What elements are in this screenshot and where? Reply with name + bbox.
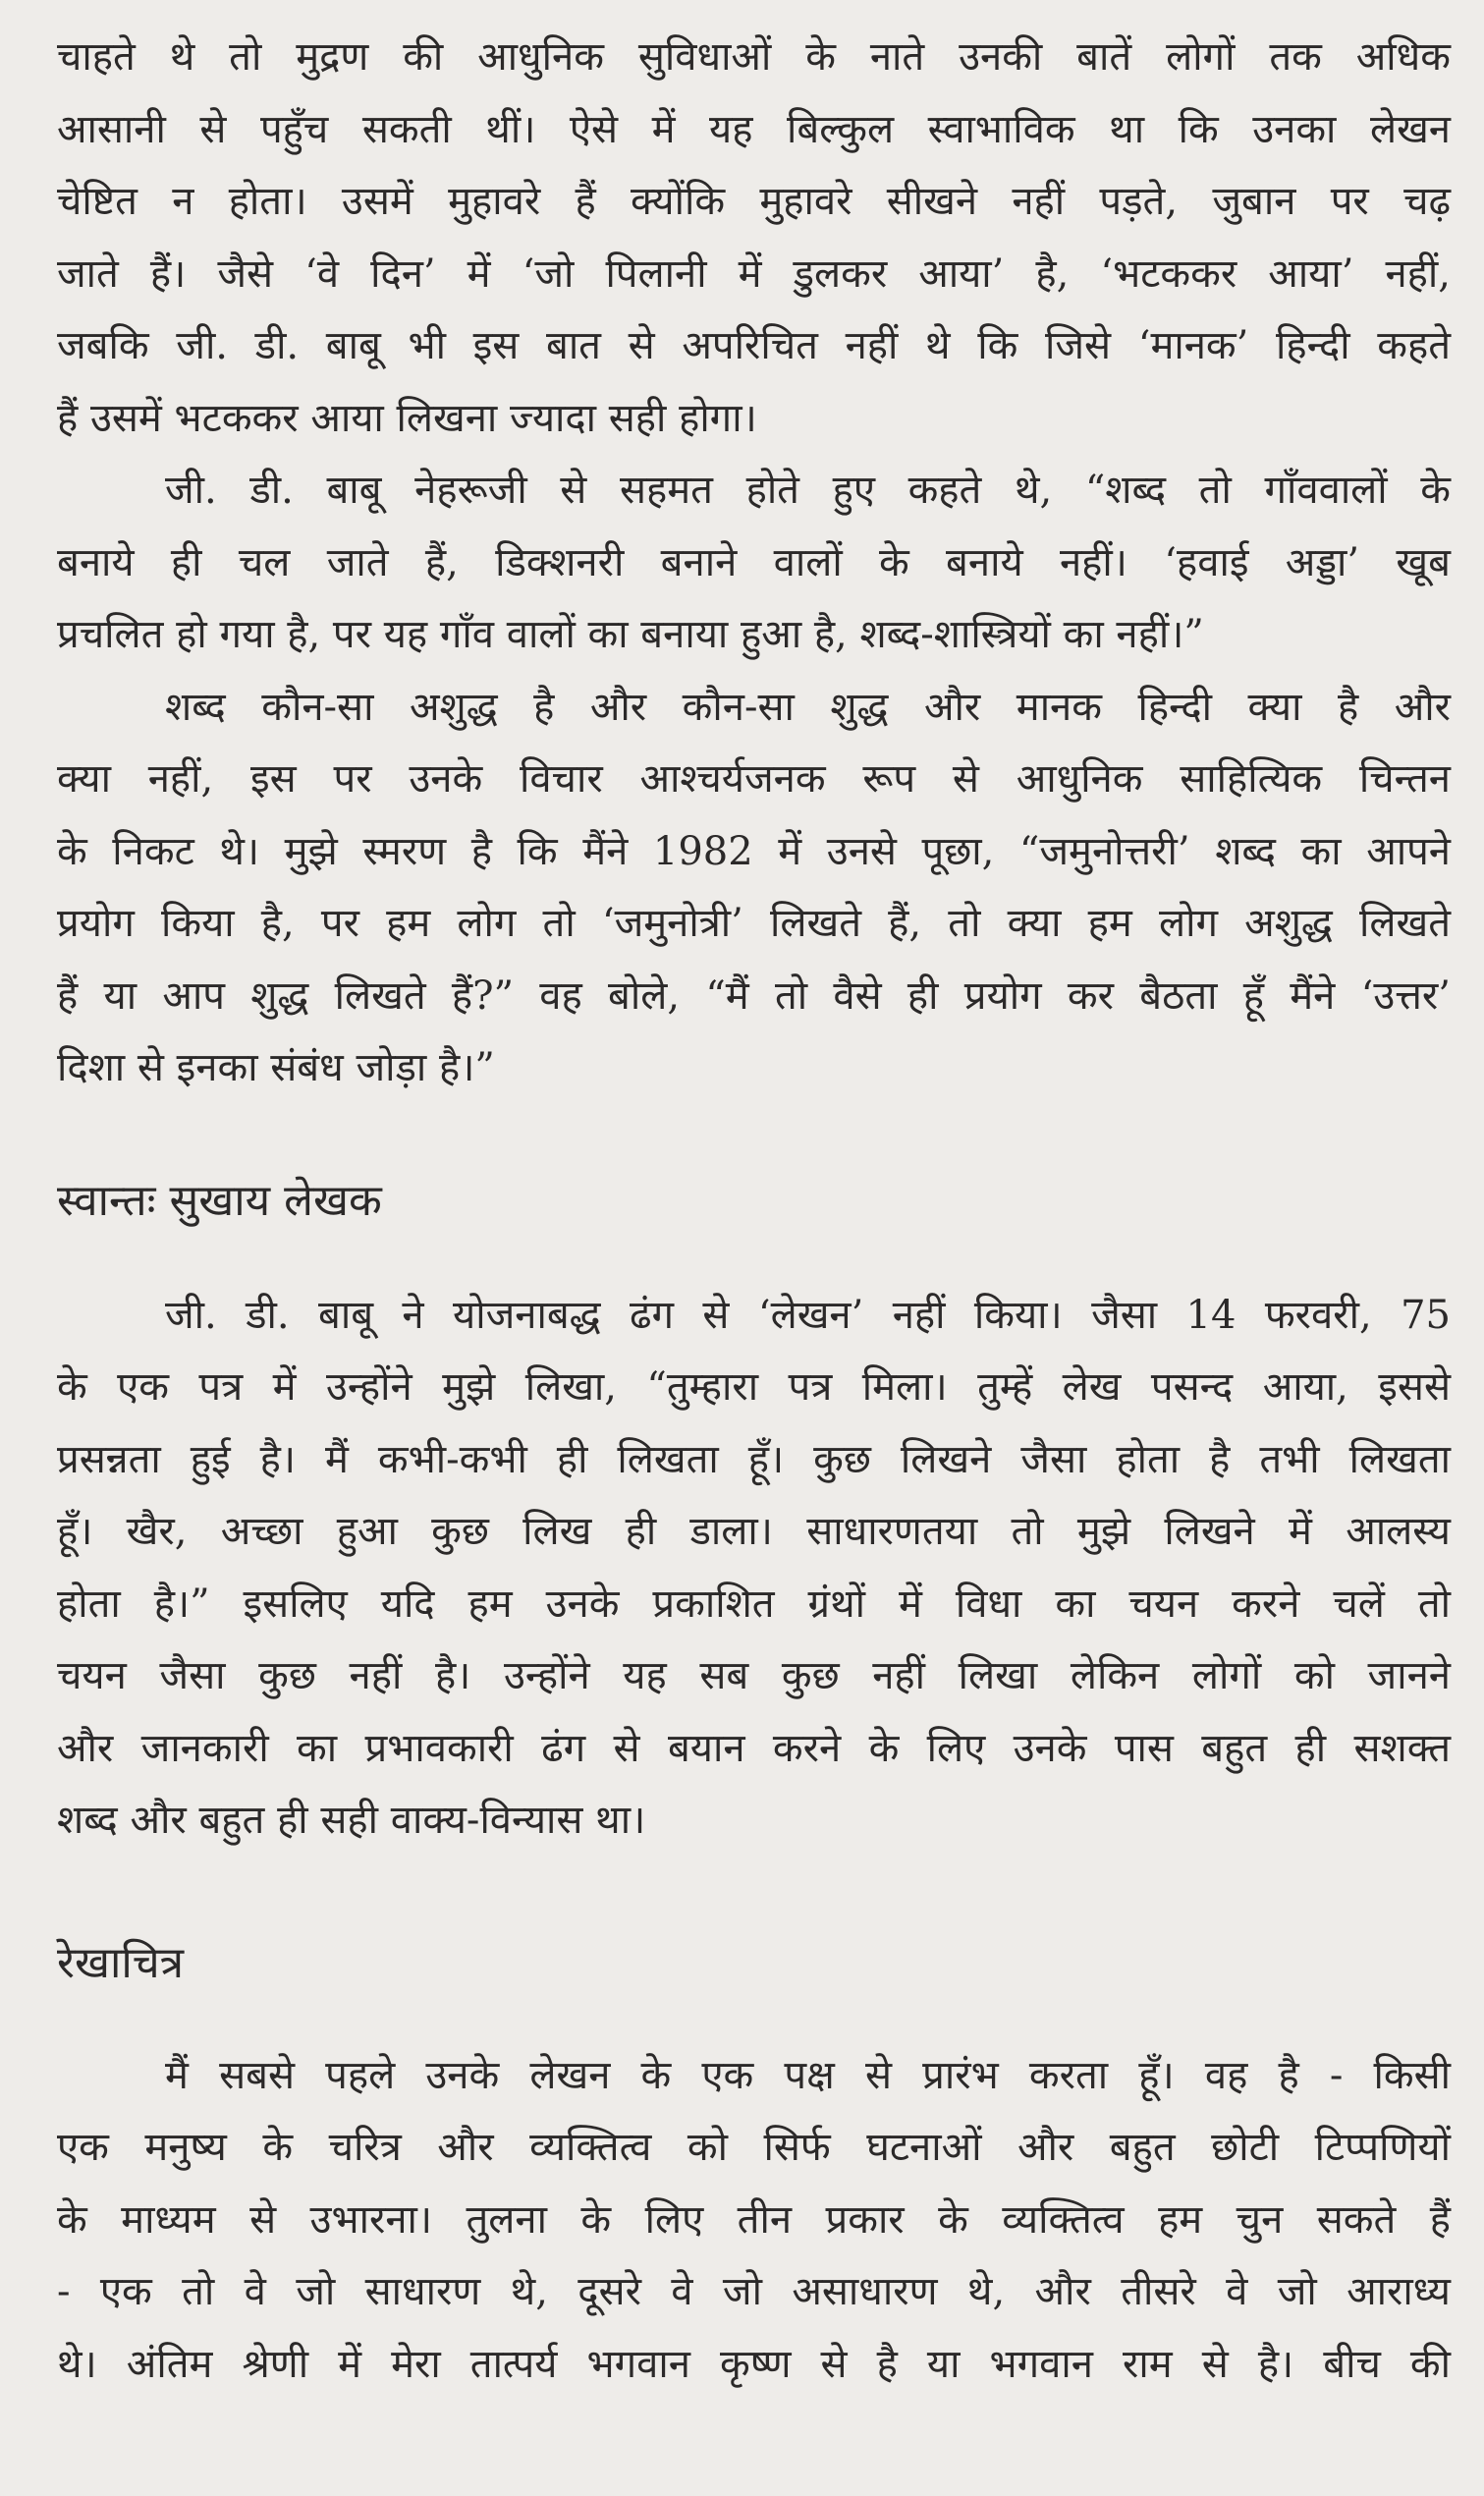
paragraph-2 xyxy=(57,455,1451,672)
section-heading-rekhachitra: रेखाचित्र xyxy=(57,1937,185,1988)
text-line: शब्द और बहुत ही सही वाक्य-विन्यास था। xyxy=(57,1798,646,1843)
text-line: प्रचलित हो गया है, पर यह गाँव वालों का बनाया हुआ है, शब्द-शास्त्रियों का नहीं।” xyxy=(57,612,1204,657)
text-line: प्रयोग किया है, पर हम लोग तो ‘जमुनोत्री’ लिखते हैं, तो क्या हम लोग अशुद्ध लिखते xyxy=(57,901,1451,946)
text-line: जी. डी. बाबू नेहरूजी से सहमत होते हुए कहते थे, “शब्द तो गाँववालों के xyxy=(165,468,1451,513)
text-line: - एक तो वे जो साधारण थे, दूसरे वे जो असाधारण थे, और तीसरे वे जो आराध्य xyxy=(57,2269,1451,2314)
text-line: चाहते थे तो मुद्रण की आधुनिक सुविधाओं के नाते उनकी बातें लोगों तक अधिक xyxy=(57,34,1451,80)
text-line: दिशा से इनका संबंध जोड़ा है।” xyxy=(57,1045,495,1090)
section-1-paragraph xyxy=(57,1280,1451,1858)
text-line: जी. डी. बाबू ने योजनाबद्ध ढंग से ‘लेखन’ नहीं किया। जैसा 14 फरवरी, 75 xyxy=(165,1292,1451,1338)
text-line: बनाये ही चल जाते हैं, डिक्शनरी बनाने वालों के बनाये नहीं। ‘हवाई अड्डा’ खूब xyxy=(57,539,1451,585)
text-line: क्या नहीं, इस पर उनके विचार आश्चर्यजनक रूप से आधुनिक साहित्यिक चिन्तन xyxy=(57,756,1451,802)
text-line: चेष्टित न होता। उसमें मुहावरे हैं क्योंकि मुहावरे सीखने नहीं पड़ते, जुबान पर चढ़ xyxy=(57,179,1451,224)
text-line: चयन जैसा कुछ नहीं है। उन्होंने यह सब कुछ नहीं लिखा लेकिन लोगों को जानने xyxy=(57,1653,1451,1698)
text-line: के निकट थे। मुझे स्मरण है कि मैंने 1982 में उनसे पूछा, “जमुनोत्तरी’ शब्द का आपने xyxy=(57,828,1451,874)
text-line: मैं सबसे पहले उनके लेखन के एक पक्ष से प्रारंभ करता हूँ। वह है - किसी xyxy=(165,2052,1451,2098)
text-line: जाते हैं। जैसे ‘वे दिन’ में ‘जो पिलानी में डुलकर आया’ है, ‘भटककर आया’ नहीं, xyxy=(57,250,1451,297)
text-line: जबकि जी. डी. बाबू भी इस बात से अपरिचित नहीं थे कि जिसे ‘मानक’ हिन्दी कहते xyxy=(57,323,1451,368)
text-line: आसानी से पहुँच सकती थीं। ऐसे में यह बिल्कुल स्वाभाविक था कि उनका लेखन xyxy=(57,106,1451,152)
text-line: हूँ। खैर, अच्छा हुआ कुछ लिख ही डाला। साधारणतया तो मुझे लिखने में आलस्य xyxy=(57,1509,1451,1554)
text-line: शब्द कौन-सा अशुद्ध है और कौन-सा शुद्ध और मानक हिन्दी क्या है और xyxy=(165,684,1451,730)
paragraph-1 xyxy=(57,22,1451,455)
section-2-paragraph xyxy=(57,2040,1451,2402)
text-line: थे। अंतिम श्रेणी में मेरा तात्पर्य भगवान कृष्ण से है या भगवान राम से है। बीच की xyxy=(57,2341,1451,2387)
text-line: प्रसन्नता हुई है। मैं कभी-कभी ही लिखता हूँ। कुछ लिखने जैसा होता है तभी लिखता xyxy=(57,1436,1451,1482)
text-line: और जानकारी का प्रभावकारी ढंग से बयान करने के लिए उनके पास बहुत ही सशक्त xyxy=(57,1725,1451,1771)
text-line: हैं या आप शुद्ध लिखते हैं?” वह बोले, “मैं तो वैसे ही प्रयोग कर बैठता हूँ मैंने ‘उत्तर’ xyxy=(57,972,1451,1019)
text-line: होता है।” इसलिए यदि हम उनके प्रकाशित ग्रंथों में विधा का चयन करने चलें तो xyxy=(57,1581,1451,1627)
text-line: हैं उसमें भटककर आया लिखना ज्यादा सही होगा। xyxy=(57,395,757,441)
text-line: एक मनुष्य के चरित्र और व्यक्तित्व को सिर्फ घटनाओं और बहुत छोटी टिप्पणियों xyxy=(57,2125,1451,2170)
text-line: के एक पत्र में उन्होंने मुझे लिखा, “तुम्हारा पत्र मिला। तुम्हें लेख पसन्द आया, इससे xyxy=(57,1364,1451,1410)
text-line: के माध्यम से उभारना। तुलना के लिए तीन प्रकार के व्यक्तित्व हम चुन सकते हैं xyxy=(57,2196,1451,2243)
section-heading-swantah-sukhay: स्वान्तः सुखाय लेखक xyxy=(57,1175,382,1226)
paragraph-3 xyxy=(57,672,1451,1105)
